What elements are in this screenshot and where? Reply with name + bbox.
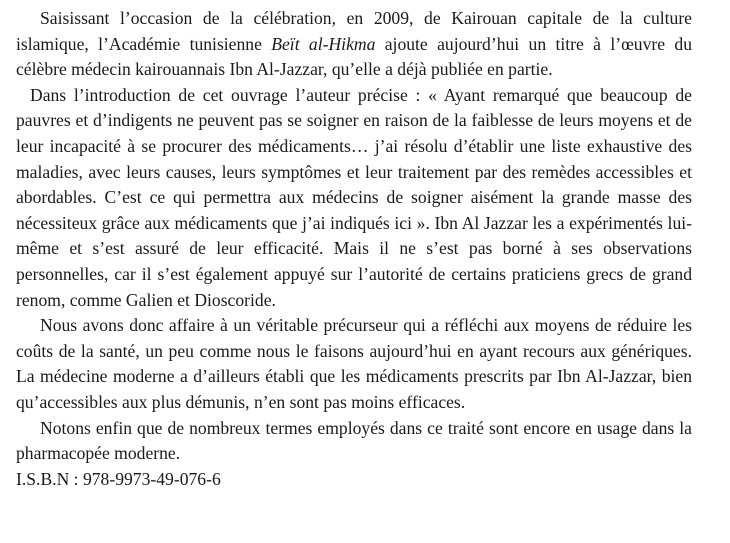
document-page <box>16 6 692 492</box>
paragraph-precursor: Nous avons donc affaire à un véritable précurseur qui a réfléchi aux moyens de réduire les coûts de la santé, un peu comme nous le faisons aujourd’hui en ayant recours aux génériques. La médecine moderne a d’ailleurs établi que les médicaments prescrits par Ibn Al-Jazzar, bien qu’accessibles aux plus démunis, n’en sont pas moins efficaces. <box>16 315 692 412</box>
academy-name-italic: Beït al-Hikma <box>271 33 376 54</box>
paragraph-intro-text-end: ajoute aujourd’hui un titre à l’œuvre du célèbre médecin kairouannais Ibn Al-Jazzar, qu’elle a déjà publiée en partie. <box>16 33 692 80</box>
paragraph-pharmacopoeia: Notons enfin que de nombreux termes employés dans ce traité sont encore en usage dans la pharmacopée moderne. <box>16 417 692 464</box>
paragraph-introduction-quote: Dans l’introduction de cet ouvrage l’auteur précise : « Ayant remarqué que beaucoup de pauvres et d’indigents ne peuvent pas se soigner en raison de la faiblesse de leurs moyens et de leur incapacité à se procurer des médicaments… j’ai résolu d’établir une liste exhaustive des maladies, avec leurs causes, leurs symptômes et leur traitement par des remèdes accessibles et abordables. C’est ce qui permettra aux médecins de soigner aisément la grande masse des nécessiteux grâce aux médicaments que j’ai indiqués ici ». Ibn Al Jazzar les a expérimentés lui-même et s’est assuré de leur efficacité. Mais il ne s’est pas borné à ses observations personnelles, car il s’est également appuyé sur l’autorité de certains praticiens grecs de grand renom, comme Galien et Dioscoride. <box>16 84 692 310</box>
isbn-line: I.S.B.N : 978-9973-49-076-6 <box>16 468 221 489</box>
paragraph-intro <box>16 6 692 83</box>
paragraph-intro-text-start: Saisissant l’occasion de la célébration, en 2009, de Kairouan capitale de la culture islamique, l’Académie tunisienne <box>16 8 692 54</box>
